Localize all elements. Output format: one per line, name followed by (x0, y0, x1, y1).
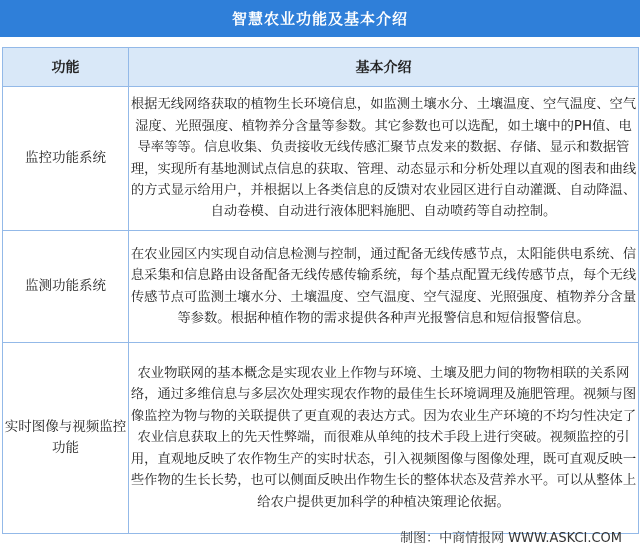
table-row (3, 231, 639, 343)
table-row (3, 87, 639, 231)
source-credit: 制图：中商情报网 WWW.ASKCI.COM (400, 531, 622, 546)
row-description-cell: 农业物联网的基本概念是实现农业上作物与环境、土壤及肥力间的物物相联的关系网络，通过多维信息与多层次处理实现农作物的最佳生长环境调理及施肥管理。视频与图像监控为物与物的关联提供了更直观的表达方式。因为农业生产环境的不均匀性决定了农业信息获取上的先天性弊端，而很难从单纯的技术手段上进行突破。视频监控的引用，直观地反映了农作物生产的实时状态，引入视频图像与图像处理，既可直观反映一些作物的生长长势，也可以侧面反映出作物生长的整体状态及营养水平。可以从整体上给农户提供更加科学的种植决策理论依据。 (129, 343, 639, 534)
header-row (3, 48, 639, 87)
column-header-description: 基本介绍 (129, 48, 639, 87)
table-title: 智慧农业功能及基本介绍 (0, 0, 640, 37)
row-description-cell: 根据无线网络获取的植物生长环境信息，如监测土壤水分、土壤温度、空气温度、空气湿度、光照强度、植物养分含量等参数。其它参数也可以选配，如土壤中的PH值、电导率等等。信息收集、负责接收无线传感汇聚节点发来的数据、存储、显示和数据管理，实现所有基地测试点信息的获取、管理、动态显示和分析处理以直观的图表和曲线的方式显示给用户，并根据以上各类信息的反馈对农业园区进行自动灌溉、自动降温、自动卷模、自动进行液体肥料施肥、自动喷药等自动控制。 (129, 87, 639, 231)
row-function-cell: 实时图像与视频监控功能 (3, 343, 129, 534)
row-function-cell: 监控功能系统 (3, 87, 129, 231)
table-row (3, 343, 639, 534)
column-header-function: 功能 (3, 48, 129, 87)
row-function-cell: 监测功能系统 (3, 231, 129, 343)
row-description-cell: 在农业园区内实现自动信息检测与控制，通过配备无线传感节点，太阳能供电系统、信息采集和信息路由设备配备无线传感传输系统，每个基点配置无线传感节点，每个无线传感节点可监测土壤水分、土壤温度、空气温度、空气湿度、光照强度、植物养分含量等参数。根据种植作物的需求提供各种声光报警信息和短信报警信息。 (129, 231, 639, 343)
function-table (2, 47, 639, 534)
